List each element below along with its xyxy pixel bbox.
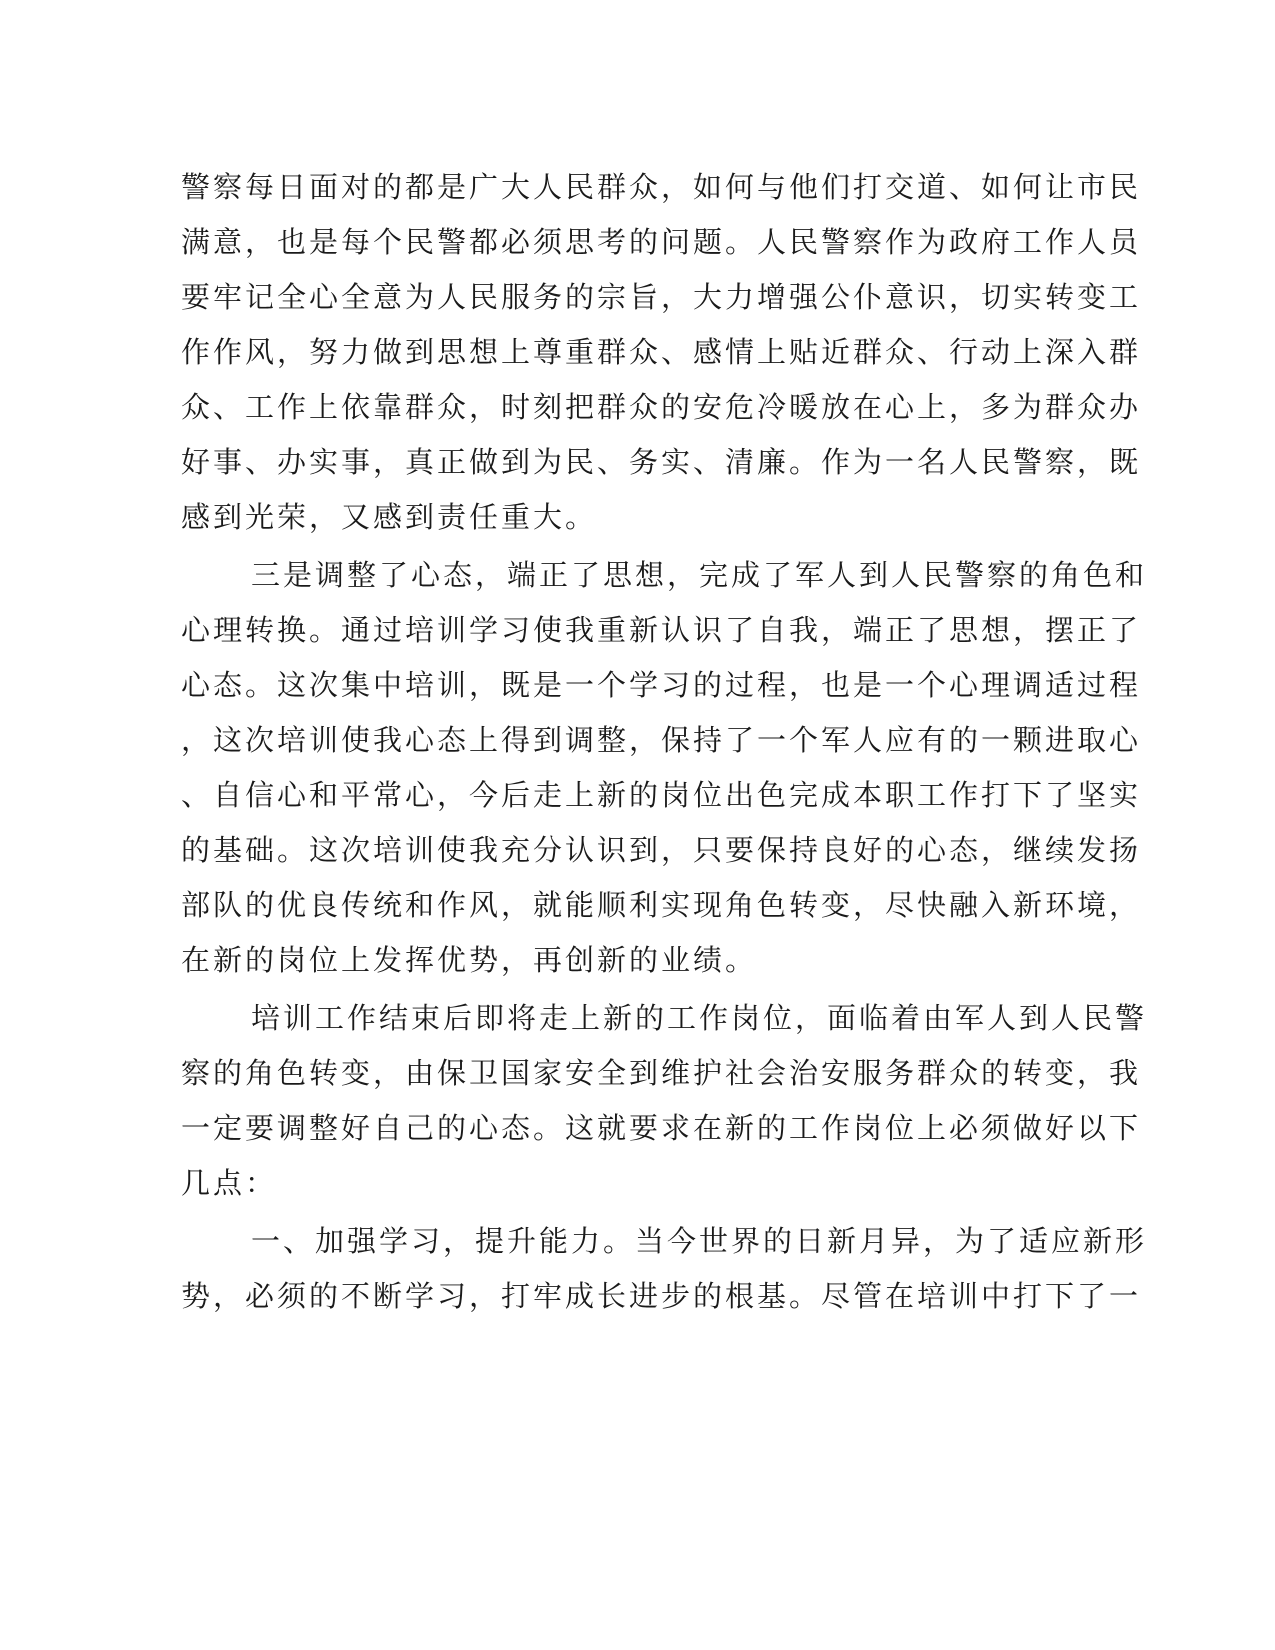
text-line: 警察每日面对的都是广大人民群众，如何与他们打交道、如何让市民 bbox=[181, 170, 1142, 204]
paragraph-first-line: 一、加强学习，提升能力。当今世界的日新月异，为了适应新形 bbox=[251, 1224, 1148, 1258]
text-line: 心理转换。通过培训学习使我重新认识了自我，端正了思想，摆正了 bbox=[181, 613, 1142, 647]
text-line: 势，必须的不断学习，打牢成长进步的根基。尽管在培训中打下了一 bbox=[181, 1279, 1142, 1313]
text-line: 的基础。这次培训使我充分认识到，只要保持良好的心态，继续发扬 bbox=[181, 833, 1142, 867]
text-line: 部队的优良传统和作风，就能顺利实现角色转变，尽快融入新环境， bbox=[181, 888, 1142, 922]
text-line: 一定要调整好自己的心态。这就要求在新的工作岗位上必须做好以下 bbox=[181, 1111, 1142, 1145]
text-line: 在新的岗位上发挥优势，再创新的业绩。 bbox=[181, 943, 758, 977]
paragraph-first-line: 培训工作结束后即将走上新的工作岗位，面临着由军人到人民警 bbox=[251, 1001, 1148, 1035]
text-line: ，这次培训使我心态上得到调整，保持了一个军人应有的一颗进取心 bbox=[181, 723, 1142, 757]
text-line: 好事、办实事，真正做到为民、务实、清廉。作为一名人民警察，既 bbox=[181, 445, 1142, 479]
text-line: 心态。这次集中培训，既是一个学习的过程，也是一个心理调适过程 bbox=[181, 668, 1142, 702]
text-line: 满意，也是每个民警都必须思考的问题。人民警察作为政府工作人员 bbox=[181, 225, 1142, 259]
text-line: 感到光荣，又感到责任重大。 bbox=[181, 500, 598, 534]
text-line: 作作风，努力做到思想上尊重群众、感情上贴近群众、行动上深入群 bbox=[181, 335, 1142, 369]
text-line: 察的角色转变，由保卫国家安全到维护社会治安服务群众的转变，我 bbox=[181, 1056, 1142, 1090]
document-body bbox=[181, 160, 1148, 1324]
text-line: 众、工作上依靠群众，时刻把群众的安危冷暖放在心上，多为群众办 bbox=[181, 390, 1142, 424]
text-line: 、自信心和平常心，今后走上新的岗位出色完成本职工作打下了坚实 bbox=[181, 778, 1142, 812]
text-line: 几点： bbox=[181, 1166, 278, 1200]
paragraph-first-line: 三是调整了心态，端正了思想，完成了军人到人民警察的角色和 bbox=[251, 558, 1148, 592]
text-line: 要牢记全心全意为人民服务的宗旨，大力增强公仆意识，切实转变工 bbox=[181, 280, 1142, 314]
